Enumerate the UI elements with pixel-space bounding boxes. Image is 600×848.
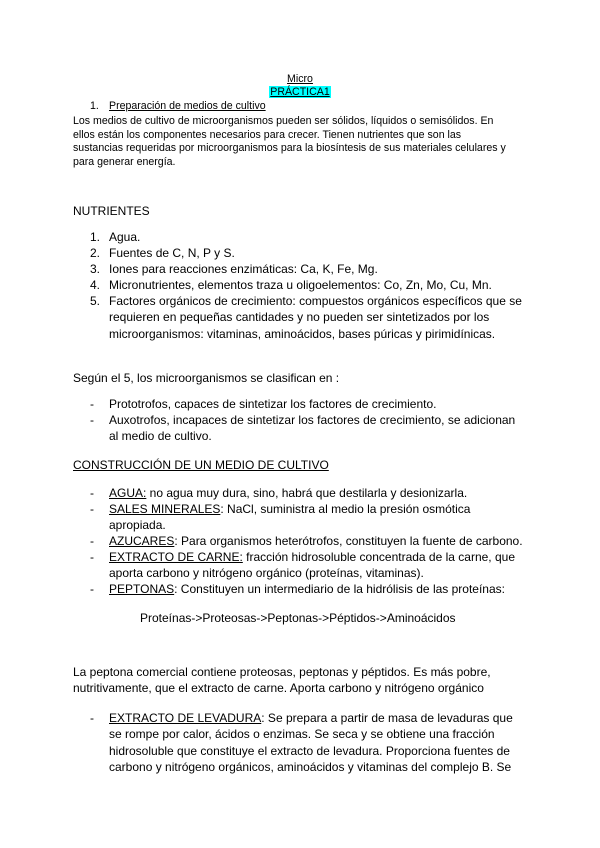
list-dash: - [90, 550, 94, 564]
intro-line: Los medios de cultivo de microorganismos pueden ser sólidos, líquidos o semisólidos. En [73, 115, 494, 127]
section-title: Preparación de medios de cultivo [109, 100, 266, 112]
nutrient-item [109, 277, 492, 293]
classification-item [109, 412, 515, 445]
yeast-item [109, 710, 513, 775]
term-description: : Para organismos heterótrofos, constituyen la fuente de carbono. [174, 534, 523, 548]
term-description: : Constituyen un intermediario de la hidrólisis de las proteínas: [174, 582, 505, 596]
classification-line: Auxotrofos, incapaces de sintetizar los factores de crecimiento, se adicionan [109, 413, 516, 427]
term-label: EXTRACTO DE LEVADURA [109, 711, 262, 725]
list-number: 5. [90, 294, 101, 308]
intro-line: para generar energía. [73, 155, 176, 168]
term-label: EXTRACTO DE CARNE: [109, 550, 243, 564]
list-number: 1. [90, 230, 101, 244]
list-number: 3. [90, 262, 101, 276]
term-label: PEPTONAS [109, 582, 175, 596]
term-description: no agua muy dura, sino, habrá que destilarla y desionizarla. [146, 486, 468, 500]
list-dash: - [90, 397, 94, 411]
nutrients-heading: NUTRIENTES [73, 204, 150, 218]
yeast-line: carbono y nitrógeno orgánicos, aminoácidos y vitaminas del complejo B. Se [109, 759, 512, 774]
construction-line: apropiada. [109, 518, 166, 533]
nutrient-item [109, 229, 140, 245]
nutrient-line: Factores orgánicos de crecimiento: compuestos orgánicos específicos que se [109, 294, 522, 308]
list-number: 2. [90, 246, 101, 260]
construction-item [109, 485, 467, 501]
construction-heading: CONSTRUCCIÓN DE UN MEDIO DE CULTIVO [73, 458, 329, 472]
classification-line: al medio de cultivo. [109, 429, 212, 444]
construction-line [109, 485, 467, 501]
classification-intro: Según el 5, los microorganismos se clasifican en : [73, 371, 340, 385]
construction-item [109, 501, 470, 534]
intro-paragraph [73, 115, 538, 169]
peptone-line: La peptona comercial contiene proteosas, peptonas y péptidos. Es más pobre, [73, 665, 491, 679]
construction-item [109, 549, 515, 582]
construction-item [109, 581, 505, 597]
list-dash: - [90, 534, 94, 548]
construction-item [109, 533, 523, 549]
term-label: AZUCARES [109, 534, 175, 548]
yeast-line [109, 710, 513, 726]
practice-title [0, 86, 600, 99]
term-description: fracción hidrosoluble concentrada de la carne, que [242, 550, 515, 564]
intro-line: ellos están los componentes necesarios para crecer. Tienen nutrientes que son las [73, 128, 462, 141]
hydrolysis-formula: Proteínas->Proteosas->Peptonas->Péptidos->Aminoácidos [140, 611, 456, 625]
classification-line: Prototrofos, capaces de sintetizar los factores de crecimiento. [109, 397, 437, 411]
section-number: 1. [90, 100, 99, 112]
yeast-line: hidrosoluble que constituye el extracto de levadura. Proporciona fuentes de [109, 743, 510, 758]
nutrient-item [109, 245, 235, 261]
yeast-line: se rompe por calor, ácidos o enzimas. Se seca y se obtiene una fracción [109, 727, 495, 742]
nutrient-line: Micronutrientes, elementos traza u oligoelementos: Co, Zn, Mo, Cu, Mn. [109, 278, 492, 292]
construction-line [109, 581, 505, 597]
list-dash: - [90, 486, 94, 500]
nutrient-line: Fuentes de C, N, P y S. [109, 246, 235, 260]
peptone-line: nutritivamente, que el extracto de carne. Aporta carbono y nitrógeno orgánico [73, 681, 484, 696]
list-number: 4. [90, 278, 101, 292]
nutrient-item [109, 261, 378, 277]
nutrient-line: microorganismos: vitaminas, aminoácidos, bases púricas y pirimidínicas. [109, 326, 496, 341]
term-label: SALES MINERALES [109, 502, 221, 516]
term-label: AGUA: [109, 486, 147, 500]
nutrient-line: Iones para reacciones enzimáticas: Ca, K, Fe, Mg. [109, 262, 378, 276]
construction-line [109, 533, 523, 549]
list-dash: - [90, 711, 94, 725]
nutrient-line: Agua. [109, 230, 141, 244]
intro-line: sustancias requeridas por microorganismos para la biosíntesis de sus materiales celulares y [73, 142, 506, 155]
construction-line [109, 549, 515, 565]
construction-line: aporta carbono y nitrógeno orgánico (proteínas, vitaminas). [109, 566, 424, 581]
document-title: Micro [287, 73, 313, 85]
term-description: : Se prepara a partir de masa de levaduras que [261, 711, 513, 725]
nutrient-line: requieren en pequeñas cantidades y no pueden ser sintetizados por los [109, 310, 490, 325]
classification-item [109, 396, 437, 412]
practice-label: PRÁCTICA1 [270, 86, 330, 98]
peptone-paragraph [73, 664, 538, 697]
nutrient-item [109, 293, 522, 342]
list-dash: - [90, 582, 94, 596]
list-dash: - [90, 502, 94, 516]
list-dash: - [90, 413, 94, 427]
term-description: : NaCl, suministra al medio la presión osmótica [220, 502, 471, 516]
construction-line [109, 501, 470, 517]
